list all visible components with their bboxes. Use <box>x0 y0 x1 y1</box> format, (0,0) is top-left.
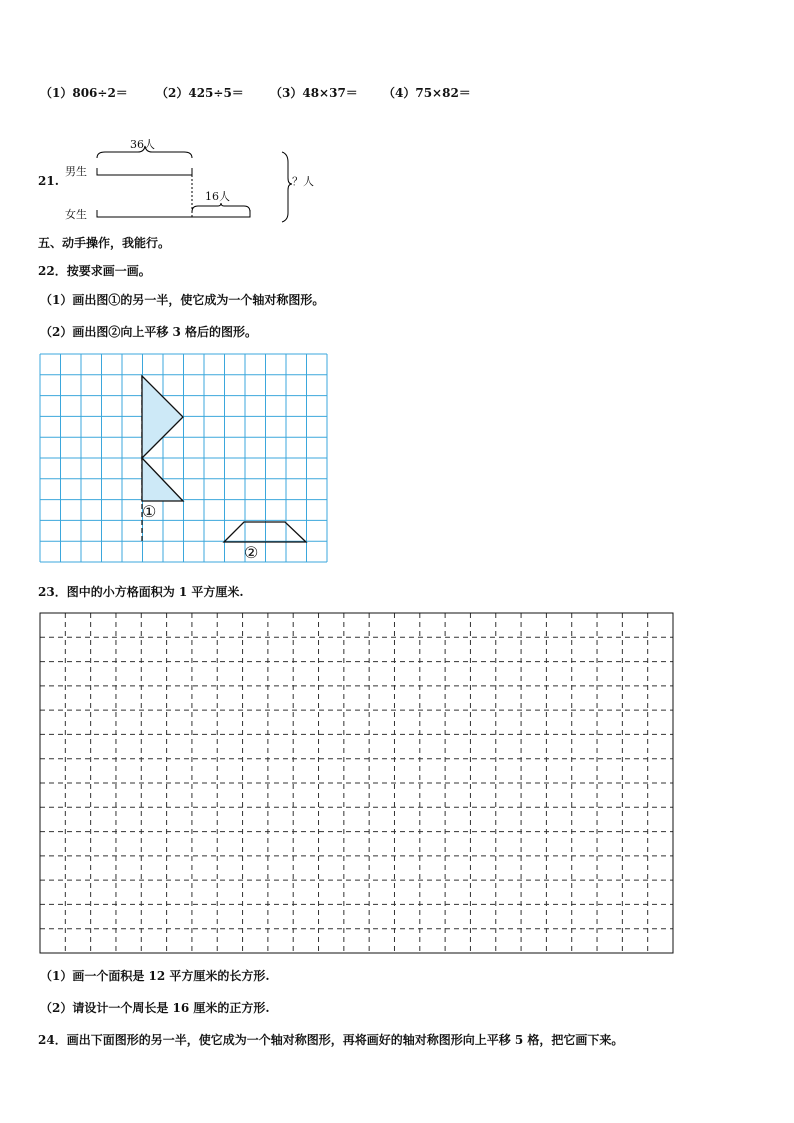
q23-part1: （1）画一个面积是 12 平方厘米的长方形. <box>40 969 270 983</box>
total-brace <box>282 152 292 222</box>
boys-value: 36人 <box>130 138 155 151</box>
grid-lines <box>40 354 327 562</box>
boys-label: 男生 <box>65 165 87 178</box>
calc-item-1: （1）806÷2＝ <box>40 86 128 100</box>
q22-grid <box>40 354 330 566</box>
q22-part1: （1）画出图①的另一半，使它成为一个轴对称图形。 <box>40 293 325 307</box>
boys-brace <box>97 146 192 158</box>
q24-title: 24．画出下面图形的另一半，使它成为一个轴对称图形，再将画好的轴对称图形向上平移 5 格，把它画下来。 <box>38 1033 624 1047</box>
q21-line-diagram <box>0 0 794 240</box>
q23-grid <box>40 613 674 955</box>
dashed-grid-lines <box>40 613 673 953</box>
q22-title: 22．按要求画一画。 <box>38 264 151 278</box>
boys-segment <box>97 168 192 175</box>
q23-part2: （2）请设计一个周长是 16 厘米的正方形. <box>40 1001 270 1015</box>
calc-item-3: （3）48×37＝ <box>270 86 358 100</box>
calc-item-2: （2）425÷5＝ <box>156 86 244 100</box>
girls-segment <box>97 210 250 217</box>
q21-number: 21. <box>38 174 59 188</box>
q22-part2: （2）画出图②向上平移 3 格后的图形。 <box>40 325 258 339</box>
section-title: 五、动手操作，我能行。 <box>38 236 171 250</box>
calc-item-4: （4）75×82＝ <box>383 86 471 100</box>
figure-1-label: ① <box>142 502 157 521</box>
extra-value: 16人 <box>205 190 230 203</box>
extra-brace <box>192 203 250 212</box>
figure-2-label: ② <box>244 543 259 562</box>
total-label: ？人 <box>292 175 314 188</box>
girls-label: 女生 <box>65 208 87 221</box>
q23-title: 23．图中的小方格面积为 1 平方厘米. <box>38 585 244 599</box>
